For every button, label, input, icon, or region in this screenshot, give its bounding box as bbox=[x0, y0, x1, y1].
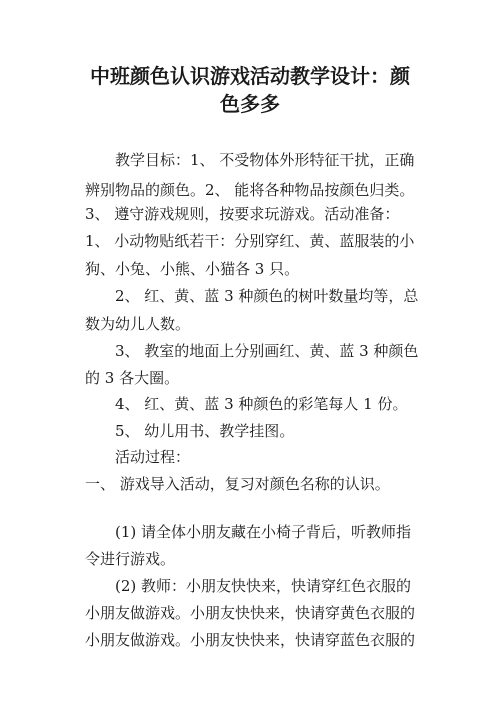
body-line: (2) 教师：小朋友快快来，快请穿红色衣服的 bbox=[115, 577, 412, 595]
body-line: 4、 红、黄、蓝 3 种颜色的彩笔每人 1 份。 bbox=[115, 395, 408, 413]
body-line: 的 3 各大圈。 bbox=[85, 369, 180, 387]
body-line: 小朋友做游戏。小朋友快快来，快请穿黄色衣服的 bbox=[85, 604, 416, 622]
body-line: 3、 教室的地面上分别画红、黄、蓝 3 种颜色 bbox=[115, 342, 419, 360]
title-line-2: 色多多 bbox=[220, 92, 280, 116]
body-line: 小朋友做游戏。小朋友快快来，快请穿蓝色衣服的 bbox=[85, 631, 416, 649]
body-line: 狗、小兔、小熊、小猫各 3 只。 bbox=[85, 260, 300, 278]
body-line: 辨别物品的颜色。2、 能将各种物品按颜色归类。 bbox=[85, 181, 415, 199]
body-line: 3、 遵守游戏规则，按要求玩游戏。活动准备： bbox=[85, 205, 400, 223]
body-line: 令进行游戏。 bbox=[85, 550, 176, 568]
body-line: 5、 幼儿用书、教学挂图。 bbox=[115, 422, 295, 440]
document-title bbox=[70, 62, 430, 118]
body-line: (1) 请全体小朋友藏在小椅子背后，听教师指 bbox=[115, 523, 412, 541]
body-line: 一、 游戏导入活动，复习对颜色名称的认识。 bbox=[85, 475, 390, 493]
body-line: 1、 小动物贴纸若干：分别穿红、黄、蓝服装的小 bbox=[85, 232, 415, 250]
body-line: 2、 红、黄、蓝 3 种颜色的树叶数量均等，总 bbox=[115, 287, 419, 305]
body-line: 教学目标：1、 不受物体外形特征干扰，正确 bbox=[115, 151, 415, 169]
body-line: 活动过程： bbox=[115, 448, 191, 466]
body-line: 数为幼儿人数。 bbox=[85, 315, 191, 333]
title-line-1: 中班颜色认识游戏活动教学设计：颜 bbox=[90, 64, 410, 88]
